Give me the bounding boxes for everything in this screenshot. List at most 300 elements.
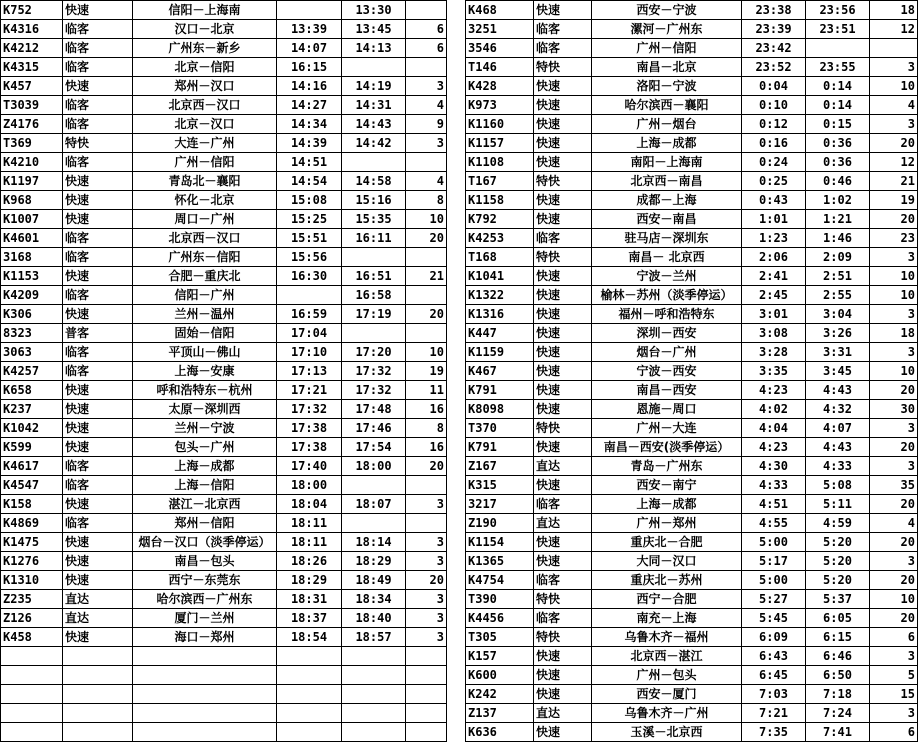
train-type-cell: 快速	[534, 343, 592, 362]
arrival-time-cell: 18:11	[277, 533, 342, 552]
arrival-time-cell: 3:01	[742, 305, 806, 324]
arrival-time-cell: 14:39	[277, 134, 342, 153]
stop-minutes-cell: 21	[870, 172, 918, 191]
table-row	[466, 476, 918, 495]
route-cell: 郑州－汉口	[133, 77, 277, 96]
arrival-time-cell: 4:51	[742, 495, 806, 514]
route-cell: 信阳－广州	[133, 286, 277, 305]
train-type-cell: 直达	[63, 609, 133, 628]
stop-minutes-cell: 20	[870, 210, 918, 229]
train-type-cell: 临客	[534, 20, 592, 39]
table-row	[1, 286, 447, 305]
table-row	[466, 400, 918, 419]
departure-time-cell: 7:18	[806, 685, 870, 704]
arrival-time-cell: 1:01	[742, 210, 806, 229]
arrival-time-cell: 23:38	[742, 1, 806, 20]
stop-minutes-cell: 16	[406, 400, 447, 419]
train-number-cell: K4547	[1, 476, 63, 495]
arrival-time-cell	[277, 1, 342, 20]
stop-minutes-cell: 10	[870, 77, 918, 96]
train-number-cell: K1316	[466, 305, 534, 324]
train-type-cell: 临客	[534, 39, 592, 58]
train-type-cell: 快速	[534, 685, 592, 704]
train-type-cell: 快速	[534, 77, 592, 96]
departure-time-cell: 16:51	[342, 267, 406, 286]
route-cell: 北京西－汉口	[133, 96, 277, 115]
train-number-cell: K4617	[1, 457, 63, 476]
arrival-time-cell: 5:00	[742, 571, 806, 590]
stop-minutes-cell: 3	[870, 552, 918, 571]
departure-time-cell: 18:00	[342, 457, 406, 476]
departure-time-cell: 0:46	[806, 172, 870, 191]
train-type-cell: 快速	[63, 77, 133, 96]
train-number-cell: K1042	[1, 419, 63, 438]
stop-minutes-cell: 4	[870, 96, 918, 115]
train-type-cell: 快速	[63, 191, 133, 210]
arrival-time-cell: 6:09	[742, 628, 806, 647]
table-row	[466, 514, 918, 533]
route-cell: 烟台－汉口（淡季停运）	[133, 533, 277, 552]
route-cell: 乌鲁木齐－福州	[592, 628, 742, 647]
train-type-cell: 快速	[534, 191, 592, 210]
departure-time-cell: 1:02	[806, 191, 870, 210]
arrival-time-cell	[277, 286, 342, 305]
route-cell: 西安－南宁	[592, 476, 742, 495]
stop-minutes-cell	[406, 476, 447, 495]
train-number-cell: K1322	[466, 286, 534, 305]
table-row	[1, 666, 447, 685]
train-type-cell: 快速	[534, 723, 592, 742]
stop-minutes-cell: 19	[870, 191, 918, 210]
table-row	[1, 229, 447, 248]
train-number-cell: K4209	[1, 286, 63, 305]
route-cell: 北京－信阳	[133, 58, 277, 77]
train-number-cell: K752	[1, 1, 63, 20]
train-type-cell: 快速	[534, 115, 592, 134]
table-row	[466, 39, 918, 58]
departure-time-cell: 17:32	[342, 362, 406, 381]
train-number-cell: K1197	[1, 172, 63, 191]
train-type-cell	[63, 666, 133, 685]
departure-time-cell: 23:55	[806, 58, 870, 77]
table-row	[1, 552, 447, 571]
train-number-cell: K658	[1, 381, 63, 400]
table-row	[466, 77, 918, 96]
train-type-cell: 临客	[63, 476, 133, 495]
arrival-time-cell: 3:08	[742, 324, 806, 343]
departure-time-cell: 4:43	[806, 381, 870, 400]
train-type-cell: 快速	[534, 210, 592, 229]
train-type-cell: 快速	[534, 286, 592, 305]
departure-time-cell	[342, 723, 406, 742]
stop-minutes-cell	[406, 286, 447, 305]
train-number-cell: K791	[466, 438, 534, 457]
train-type-cell: 直达	[534, 704, 592, 723]
table-row	[1, 533, 447, 552]
stop-minutes-cell: 3	[870, 115, 918, 134]
arrival-time-cell: 0:12	[742, 115, 806, 134]
stop-minutes-cell: 8	[406, 419, 447, 438]
train-number-cell: K458	[1, 628, 63, 647]
departure-time-cell	[342, 704, 406, 723]
arrival-time-cell: 7:35	[742, 723, 806, 742]
train-number-cell: T146	[466, 58, 534, 77]
train-number-cell: K599	[1, 438, 63, 457]
arrival-time-cell: 18:31	[277, 590, 342, 609]
train-number-cell: K4456	[466, 609, 534, 628]
table-row	[466, 419, 918, 438]
table-row	[1, 419, 447, 438]
stop-minutes-cell: 12	[870, 20, 918, 39]
train-type-cell: 快速	[63, 305, 133, 324]
stop-minutes-cell: 5	[870, 666, 918, 685]
stop-minutes-cell: 18	[870, 324, 918, 343]
departure-time-cell: 18:14	[342, 533, 406, 552]
train-number-cell: K4257	[1, 362, 63, 381]
departure-time-cell: 6:15	[806, 628, 870, 647]
train-number-cell: K4210	[1, 153, 63, 172]
train-type-cell: 临客	[63, 362, 133, 381]
departure-time-cell: 7:41	[806, 723, 870, 742]
table-row	[466, 191, 918, 210]
arrival-time-cell: 17:38	[277, 438, 342, 457]
stop-minutes-cell: 30	[870, 400, 918, 419]
table-row	[1, 685, 447, 704]
route-cell: 呼和浩特东－杭州	[133, 381, 277, 400]
train-type-cell: 临客	[63, 58, 133, 77]
route-cell: 大同－汉口	[592, 552, 742, 571]
route-cell: 漯河－广州东	[592, 20, 742, 39]
train-type-cell: 快速	[534, 476, 592, 495]
table-row	[466, 229, 918, 248]
arrival-time-cell	[277, 647, 342, 666]
departure-time-cell: 17:46	[342, 419, 406, 438]
departure-time-cell: 15:35	[342, 210, 406, 229]
train-type-cell: 直达	[63, 590, 133, 609]
route-cell: 信阳－上海南	[133, 1, 277, 20]
table-row	[1, 628, 447, 647]
departure-time-cell: 17:54	[342, 438, 406, 457]
arrival-time-cell: 18:29	[277, 571, 342, 590]
route-cell: 平顶山－佛山	[133, 343, 277, 362]
train-type-cell: 普客	[63, 324, 133, 343]
stop-minutes-cell: 6	[406, 20, 447, 39]
route-cell: 广州－信阳	[133, 153, 277, 172]
train-type-cell: 直达	[534, 514, 592, 533]
train-type-cell: 快速	[63, 533, 133, 552]
departure-time-cell: 18:29	[342, 552, 406, 571]
arrival-time-cell: 6:43	[742, 647, 806, 666]
train-number-cell: 3546	[466, 39, 534, 58]
departure-time-cell: 0:36	[806, 134, 870, 153]
train-number-cell: K4754	[466, 571, 534, 590]
train-type-cell: 快速	[534, 134, 592, 153]
arrival-time-cell: 2:06	[742, 248, 806, 267]
departure-time-cell: 0:15	[806, 115, 870, 134]
table-row	[1, 495, 447, 514]
route-cell: 宁波－兰州	[592, 267, 742, 286]
route-cell: 榆林－苏州（淡季停运）	[592, 286, 742, 305]
stop-minutes-cell: 3	[406, 609, 447, 628]
table-row	[1, 457, 447, 476]
table-row	[466, 248, 918, 267]
train-number-cell: K791	[466, 381, 534, 400]
stop-minutes-cell: 23	[870, 229, 918, 248]
arrival-time-cell: 4:33	[742, 476, 806, 495]
route-cell: 兰州－宁波	[133, 419, 277, 438]
arrival-time-cell: 14:16	[277, 77, 342, 96]
train-type-cell: 快速	[63, 400, 133, 419]
stop-minutes-cell	[406, 153, 447, 172]
route-cell: 哈尔滨西－襄阳	[592, 96, 742, 115]
table-row	[1, 723, 447, 742]
route-cell: 青岛－广州东	[592, 457, 742, 476]
train-type-cell: 直达	[534, 457, 592, 476]
departure-time-cell: 13:45	[342, 20, 406, 39]
departure-time-cell	[342, 647, 406, 666]
departure-time-cell	[342, 476, 406, 495]
route-cell: 哈尔滨西－广州东	[133, 590, 277, 609]
train-number-cell: K158	[1, 495, 63, 514]
stop-minutes-cell: 3	[406, 495, 447, 514]
arrival-time-cell: 7:03	[742, 685, 806, 704]
route-cell: 北京西－湛江	[592, 647, 742, 666]
train-type-cell: 临客	[63, 229, 133, 248]
departure-time-cell: 5:20	[806, 552, 870, 571]
route-cell: 南阳－上海南	[592, 153, 742, 172]
departure-time-cell: 0:14	[806, 96, 870, 115]
train-type-cell: 快速	[63, 628, 133, 647]
departure-time-cell: 4:07	[806, 419, 870, 438]
train-number-cell: T370	[466, 419, 534, 438]
stop-minutes-cell	[406, 723, 447, 742]
table-row	[1, 343, 447, 362]
arrival-time-cell: 17:04	[277, 324, 342, 343]
stop-minutes-cell: 20	[870, 609, 918, 628]
table-row	[1, 590, 447, 609]
table-row	[466, 1, 918, 20]
stop-minutes-cell: 6	[406, 39, 447, 58]
train-number-cell: K4316	[1, 20, 63, 39]
departure-time-cell: 6:05	[806, 609, 870, 628]
departure-time-cell: 0:36	[806, 153, 870, 172]
table-row	[1, 324, 447, 343]
arrival-time-cell	[277, 704, 342, 723]
route-cell: 南昌－包头	[133, 552, 277, 571]
arrival-time-cell: 14:34	[277, 115, 342, 134]
departure-time-cell: 17:20	[342, 343, 406, 362]
departure-time-cell: 5:20	[806, 533, 870, 552]
stop-minutes-cell: 21	[406, 267, 447, 286]
train-number-cell: Z190	[466, 514, 534, 533]
stop-minutes-cell	[406, 248, 447, 267]
departure-time-cell: 6:50	[806, 666, 870, 685]
train-number-cell	[1, 723, 63, 742]
stop-minutes-cell: 20	[406, 571, 447, 590]
arrival-time-cell: 14:51	[277, 153, 342, 172]
departure-time-cell: 1:21	[806, 210, 870, 229]
departure-time-cell: 18:57	[342, 628, 406, 647]
train-number-cell: K157	[466, 647, 534, 666]
train-number-cell: K968	[1, 191, 63, 210]
stop-minutes-cell: 9	[406, 115, 447, 134]
table-row	[1, 58, 447, 77]
train-number-cell: Z235	[1, 590, 63, 609]
departure-time-cell: 18:07	[342, 495, 406, 514]
arrival-time-cell: 4:02	[742, 400, 806, 419]
stop-minutes-cell: 3	[870, 58, 918, 77]
arrival-time-cell: 17:32	[277, 400, 342, 419]
stop-minutes-cell: 3	[406, 533, 447, 552]
route-cell: 上海－安康	[133, 362, 277, 381]
stop-minutes-cell: 16	[406, 438, 447, 457]
departure-time-cell: 17:19	[342, 305, 406, 324]
route-cell	[133, 666, 277, 685]
route-cell: 固始－信阳	[133, 324, 277, 343]
arrival-time-cell: 17:38	[277, 419, 342, 438]
train-number-cell: 3251	[466, 20, 534, 39]
route-cell: 西安－宁波	[592, 1, 742, 20]
train-number-cell: K973	[466, 96, 534, 115]
train-number-cell: T168	[466, 248, 534, 267]
departure-time-cell	[342, 324, 406, 343]
table-row	[1, 609, 447, 628]
arrival-time-cell: 0:24	[742, 153, 806, 172]
stop-minutes-cell: 4	[406, 96, 447, 115]
table-row	[1, 476, 447, 495]
train-type-cell: 快速	[63, 381, 133, 400]
departure-time-cell: 7:24	[806, 704, 870, 723]
arrival-time-cell: 16:15	[277, 58, 342, 77]
arrival-time-cell: 15:56	[277, 248, 342, 267]
table-row	[1, 77, 447, 96]
train-type-cell: 特快	[534, 590, 592, 609]
table-row	[466, 343, 918, 362]
stop-minutes-cell: 3	[406, 134, 447, 153]
table-row	[466, 324, 918, 343]
train-number-cell: K1365	[466, 552, 534, 571]
stop-minutes-cell: 10	[870, 362, 918, 381]
route-cell: 西安－南昌	[592, 210, 742, 229]
stop-minutes-cell: 3	[870, 248, 918, 267]
arrival-time-cell: 0:43	[742, 191, 806, 210]
table-row	[1, 248, 447, 267]
departure-time-cell: 5:37	[806, 590, 870, 609]
stop-minutes-cell: 15	[870, 685, 918, 704]
route-cell: 西宁－合肥	[592, 590, 742, 609]
departure-time-cell: 0:14	[806, 77, 870, 96]
stop-minutes-cell: 3	[870, 647, 918, 666]
stop-minutes-cell: 4	[406, 172, 447, 191]
route-cell: 宁波－西安	[592, 362, 742, 381]
arrival-time-cell: 15:51	[277, 229, 342, 248]
arrival-time-cell: 17:10	[277, 343, 342, 362]
stop-minutes-cell: 8	[406, 191, 447, 210]
table-row	[1, 267, 447, 286]
train-number-cell: T305	[466, 628, 534, 647]
stop-minutes-cell: 20	[870, 134, 918, 153]
departure-time-cell: 18:49	[342, 571, 406, 590]
train-number-cell: 3168	[1, 248, 63, 267]
train-number-cell	[1, 647, 63, 666]
table-row	[466, 552, 918, 571]
departure-time-cell: 14:31	[342, 96, 406, 115]
train-number-cell: K4253	[466, 229, 534, 248]
departure-time-cell: 2:55	[806, 286, 870, 305]
arrival-time-cell: 15:25	[277, 210, 342, 229]
train-type-cell: 临客	[534, 229, 592, 248]
route-cell: 南昌－北京	[592, 58, 742, 77]
arrival-time-cell: 14:54	[277, 172, 342, 191]
train-number-cell: 3217	[466, 495, 534, 514]
departure-time-cell: 4:33	[806, 457, 870, 476]
departure-time-cell: 18:40	[342, 609, 406, 628]
stop-minutes-cell: 20	[406, 457, 447, 476]
stop-minutes-cell: 20	[406, 305, 447, 324]
stop-minutes-cell: 20	[870, 571, 918, 590]
train-number-cell: Z167	[466, 457, 534, 476]
stop-minutes-cell	[406, 58, 447, 77]
table-row	[466, 628, 918, 647]
table-row	[466, 210, 918, 229]
route-cell: 西安－厦门	[592, 685, 742, 704]
stop-minutes-cell	[406, 647, 447, 666]
departure-time-cell	[342, 153, 406, 172]
route-cell: 烟台－广州	[592, 343, 742, 362]
train-number-cell: K1041	[466, 267, 534, 286]
arrival-time-cell: 4:04	[742, 419, 806, 438]
table-row	[466, 96, 918, 115]
stop-minutes-cell: 20	[870, 381, 918, 400]
arrival-time-cell: 23:52	[742, 58, 806, 77]
table-row	[466, 305, 918, 324]
train-type-cell: 临客	[63, 248, 133, 267]
departure-time-cell	[342, 248, 406, 267]
train-type-cell: 快速	[534, 267, 592, 286]
train-type-cell: 快速	[534, 381, 592, 400]
departure-time-cell: 15:16	[342, 191, 406, 210]
train-type-cell: 快速	[63, 210, 133, 229]
arrival-time-cell: 2:45	[742, 286, 806, 305]
train-number-cell: K315	[466, 476, 534, 495]
table-row	[1, 115, 447, 134]
route-cell: 玉溪－北京西	[592, 723, 742, 742]
table-row	[466, 685, 918, 704]
table-row	[1, 153, 447, 172]
table-row	[466, 609, 918, 628]
train-type-cell: 临客	[63, 343, 133, 362]
train-number-cell: K4869	[1, 514, 63, 533]
arrival-time-cell: 13:39	[277, 20, 342, 39]
departure-time-cell: 2:51	[806, 267, 870, 286]
route-cell: 上海－成都	[592, 495, 742, 514]
train-number-cell: K8098	[466, 400, 534, 419]
route-cell: 深圳－西安	[592, 324, 742, 343]
stop-minutes-cell: 35	[870, 476, 918, 495]
departure-time-cell: 17:32	[342, 381, 406, 400]
train-number-cell	[1, 685, 63, 704]
arrival-time-cell: 1:23	[742, 229, 806, 248]
stop-minutes-cell: 19	[406, 362, 447, 381]
departure-time-cell: 3:26	[806, 324, 870, 343]
train-type-cell: 临客	[63, 39, 133, 58]
train-number-cell: K457	[1, 77, 63, 96]
route-cell	[133, 647, 277, 666]
departure-time-cell	[806, 39, 870, 58]
stop-minutes-cell: 3	[870, 343, 918, 362]
departure-time-cell: 14:43	[342, 115, 406, 134]
train-type-cell	[63, 704, 133, 723]
